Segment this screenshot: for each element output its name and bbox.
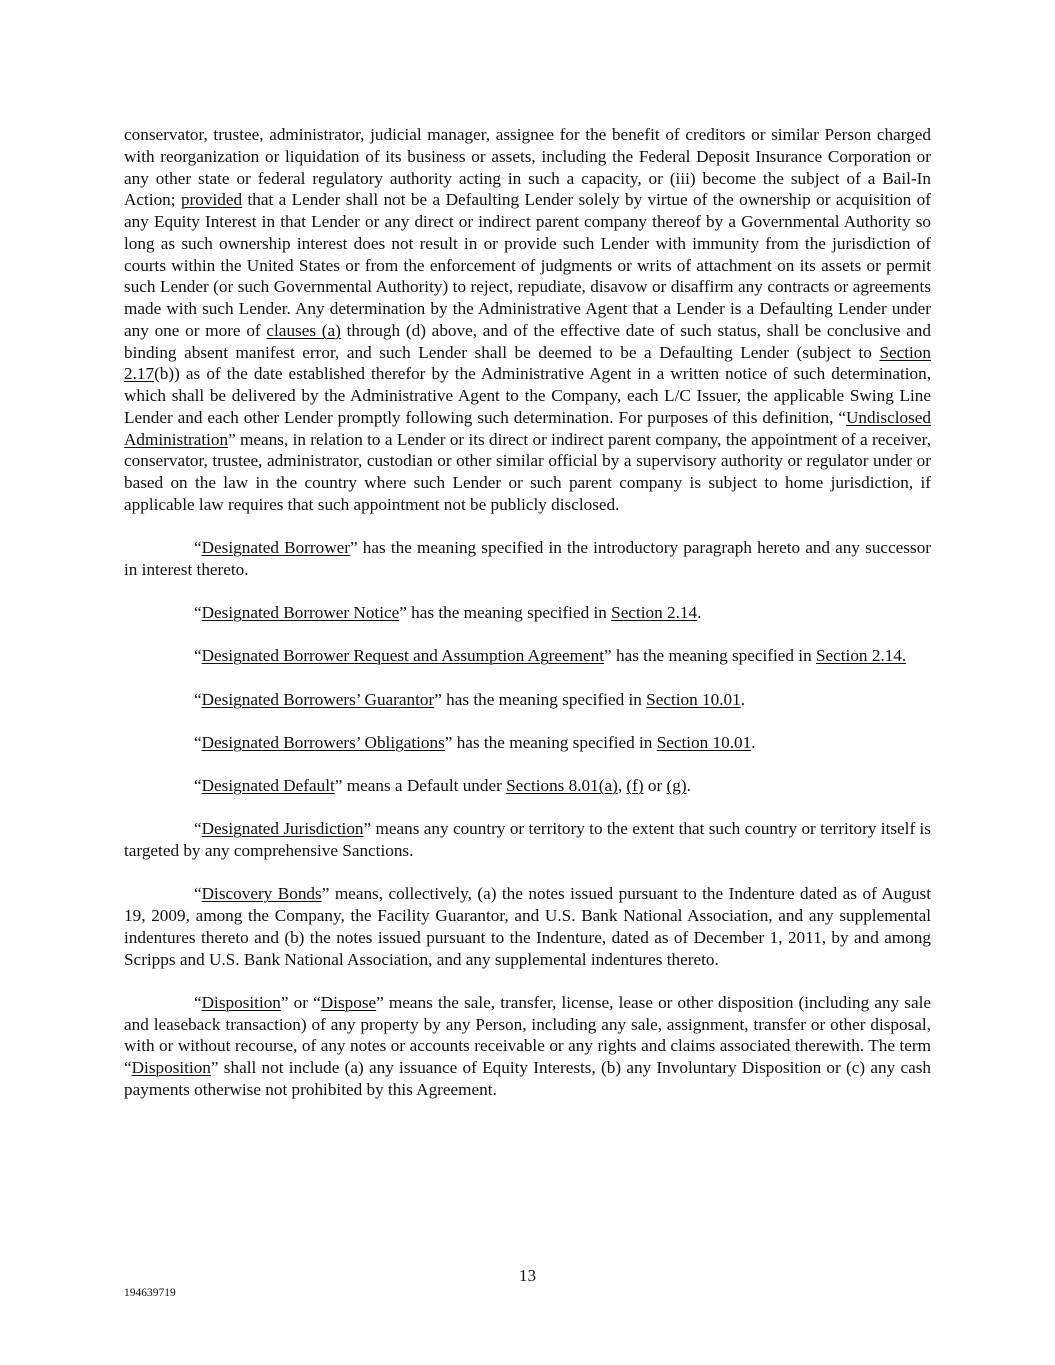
text: ” has the meaning specified in [604, 646, 816, 666]
text: . [740, 689, 745, 709]
definition-discovery-bonds [124, 883, 931, 970]
definition-designated-borrower-request [124, 645, 931, 667]
text: . [751, 732, 756, 752]
text: ” means the sale, transfer, license, lease or other disposition (including any sale and leaseback transaction) of any property by any Person, including any sale, assignment, transfer or other disposal, with or without recourse, of any notes or accounts receivable or any rights and claims associated therewith. The term “ [124, 992, 931, 1077]
text: “ [194, 819, 202, 839]
definition-designated-borrowers-obligations [124, 732, 931, 754]
text: ” has the meaning specified in [399, 603, 612, 622]
cross-reference: (f) [626, 776, 644, 795]
cross-reference: Section 2.17 [124, 342, 931, 384]
text: ” has the meaning specified in [444, 732, 657, 752]
text: “ [194, 689, 202, 709]
text: conservator, trustee, administrator, judicial manager, assignee for the benefit of creditors or similar Person charged with reorganization or liquidation of its business or assets, including the Federal Deposit Insurance Corporation or any other state or federal regulatory authority acting in such a capacity, or (iii) become the subject of a Bail-In Action; [124, 125, 931, 210]
cross-reference: Section 10.01 [656, 732, 752, 752]
defined-term: Dispose [320, 992, 377, 1012]
cross-reference: Section 2.14. [815, 646, 907, 666]
defined-term: Designated Default [201, 776, 335, 795]
cross-reference: Section 10.01 [646, 689, 741, 709]
definition-designated-borrowers-guarantor [124, 689, 931, 711]
document-id: 194639719 [124, 1287, 176, 1299]
definition-disposition [124, 992, 931, 1101]
text: “ [194, 884, 202, 904]
text: ” means, in relation to a Lender or its direct or indirect parent company, the appointment of a receiver, conservator, trustee, administrator, custodian or other similar official by a supervisory authority or regulator under or based on the law in the country where such Lender or such parent company is subject to home jurisdiction, if applicable law requires that such appointment not be publicly disclosed. [124, 429, 931, 514]
cross-reference: Sections 8.01(a) [506, 776, 618, 795]
defined-term: Disposition [131, 1058, 211, 1077]
cross-reference: clauses (a) [266, 320, 341, 340]
cross-reference: Section 2.14 [611, 603, 698, 622]
paragraph-defaulting-lender-continued [124, 124, 931, 516]
defined-term: Disposition [201, 992, 281, 1012]
definition-designated-jurisdiction [124, 818, 931, 862]
text: ” shall not include (a) any issuance of Equity Interests, (b) any Involuntary Disposition or (c) any cash payments otherwise not prohibited by this Agreement. [124, 1058, 931, 1099]
document-body [124, 124, 931, 1122]
text: ” means, collectively, (a) the notes issued pursuant to the Indenture dated as of August 19, 2009, among the Company, the Facility Guarantor, and U.S. Bank National Association, and any supplemental indentures thereto and (b) the notes issued pursuant to the Indenture, dated as of December 1, 2011, by and among Scripps and U.S. Bank National Association, and any supplemental indentures thereto. [124, 884, 931, 969]
text: (b)) as of the date established therefor by the Administrative Agent in a written notice of such determination, which shall be delivered by the Administrative Agent to the Company, each L/C Issuer, the applicable Swing Line Lender and each other Lender promptly following such determination. For purposes of this definition, “ [124, 364, 931, 427]
text: or [643, 776, 667, 795]
text: through (d) above, and of the effective date of such status, shall be conclusive and binding absent manifest error, and such Lender shall be deemed to be a Defaulting Lender (subject to [124, 320, 931, 362]
page-number: 13 [518, 1266, 537, 1285]
text: “ [194, 732, 202, 752]
text: “ [194, 538, 202, 557]
text: . [697, 603, 702, 622]
defined-term: Designated Jurisdiction [201, 819, 364, 839]
text: ” or “ [280, 992, 321, 1012]
defined-term: Designated Borrowers’ Guarantor [201, 689, 435, 709]
text: , [617, 776, 627, 795]
definition-designated-borrower-notice [124, 602, 931, 624]
text: ” means a Default under [334, 776, 507, 795]
cross-reference: (g) [666, 776, 687, 795]
text: “ [194, 603, 202, 622]
text: “ [194, 776, 202, 795]
defined-term: Designated Borrower Notice [201, 603, 400, 622]
text: ” has the meaning specified in the introductory paragraph hereto and any successor in interest thereto. [124, 538, 932, 579]
definition-designated-borrower [124, 537, 931, 581]
definition-designated-default [124, 775, 931, 797]
defined-term: Discovery Bonds [201, 884, 322, 904]
defined-term: Designated Borrower Request and Assumption Agreement [201, 646, 605, 666]
text: “ [194, 646, 202, 666]
text: “ [194, 992, 202, 1012]
text: ” means any country or territory to the extent that such country or territory itself is targeted by any comprehensive Sanctions. [124, 819, 931, 860]
defined-term: Designated Borrower [201, 538, 350, 557]
defined-term: Undisclosed Administration [124, 407, 931, 449]
text: that a Lender shall not be a Defaulting Lender solely by virtue of the ownership or acquisition of any Equity Interest in that Lender or any direct or indirect parent company thereof by a Governmental Authority so long as such ownership interest does not result in or provide such Lender with immunity from the jurisdiction of courts within the United States or from the enforcement of judgments or writs of attachment on its assets or permit such Lender (or such Governmental Authority) to reject, repudiate, disavow or disaffirm any contracts or agreements made with such Lender. Any determination by the Administrative Agent that a Lender is a Defaulting Lender under any one or more of [124, 190, 931, 340]
text: . [686, 776, 691, 795]
defined-term: Designated Borrowers’ Obligations [201, 732, 445, 752]
text: ” has the meaning specified in [434, 689, 647, 709]
defined-term: provided [180, 190, 243, 210]
